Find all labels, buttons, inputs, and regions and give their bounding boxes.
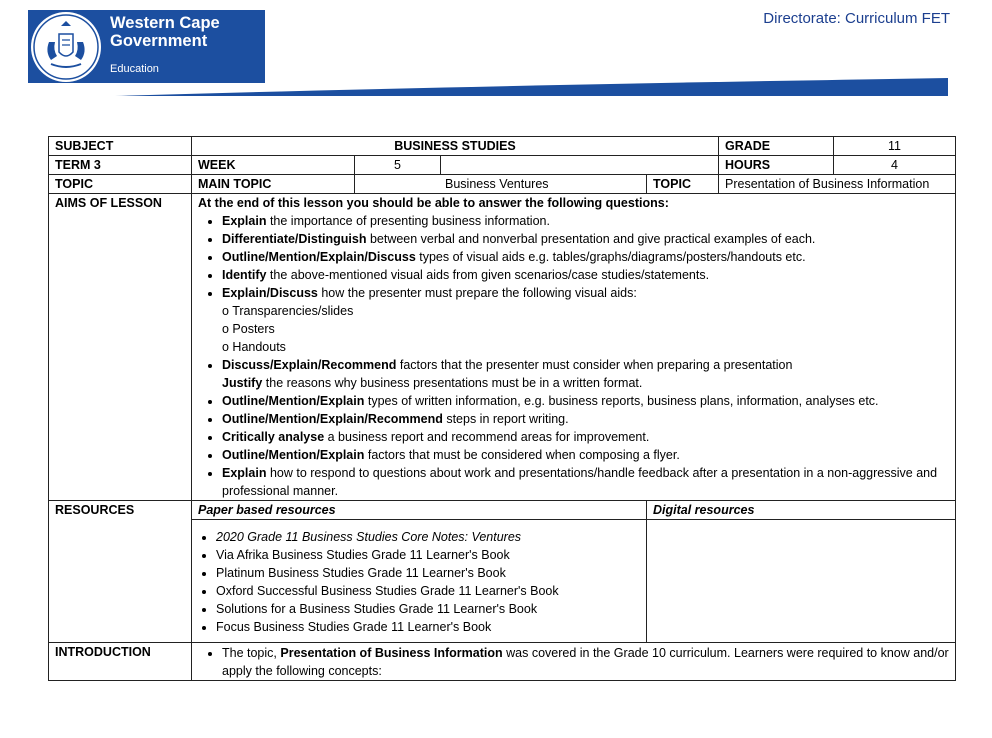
aim-item: • Critically analyse a business report and recommend areas for improvement. bbox=[222, 428, 949, 446]
paper-resources-heading: Paper based resources bbox=[192, 501, 647, 520]
department-name: Education bbox=[110, 63, 159, 75]
aim-item: • Explain how to respond to questions about work and presentations/handle feedback after a presentation in a non-aggressive and professional manner. bbox=[222, 464, 949, 500]
main-topic-value: Business Ventures bbox=[355, 175, 647, 194]
coat-of-arms-icon bbox=[31, 12, 101, 82]
aim-item: • Explain/Discuss how the presenter must prepare the following visual aids: bbox=[222, 284, 949, 302]
digital-resources-heading: Digital resources bbox=[647, 501, 956, 520]
week-label: WEEK bbox=[192, 156, 355, 175]
visual-aid-item: o Handouts bbox=[222, 340, 286, 354]
aim-item: • Identify the above-mentioned visual aids from given scenarios/case studies/statements. bbox=[222, 266, 949, 284]
aim-item: • Explain the importance of presenting business information. bbox=[222, 212, 949, 230]
resource-item: • Oxford Successful Business Studies Grade 11 Learner's Book bbox=[216, 582, 640, 600]
resources-heading-row bbox=[49, 501, 956, 520]
aims-content bbox=[192, 194, 956, 501]
aim-item: • Outline/Mention/Explain types of written information, e.g. business reports, business plans, information, analyses etc. bbox=[222, 392, 949, 410]
visual-aid-item: o Posters bbox=[222, 322, 275, 336]
term-row bbox=[49, 156, 956, 175]
aim-item: • Outline/Mention/Explain factors that must be considered when composing a flyer. bbox=[222, 446, 949, 464]
aim-item: • Discuss/Explain/Recommend factors that the presenter must consider when preparing a presentation Justify the reasons why business presentations must be in a written format. bbox=[222, 356, 949, 392]
resource-item: • Focus Business Studies Grade 11 Learner's Book bbox=[216, 618, 640, 636]
aim-item: • Outline/Mention/Explain/Discuss types of visual aids e.g. tables/graphs/diagrams/posters/handouts etc. bbox=[222, 248, 949, 266]
hours-value: 4 bbox=[834, 156, 956, 175]
grade-value: 11 bbox=[834, 137, 956, 156]
aims-intro: At the end of this lesson you should be able to answer the following questions: bbox=[198, 196, 669, 210]
aims-list bbox=[198, 212, 949, 500]
introduction-item: • The topic, Presentation of Business Information was covered in the Grade 10 curriculum. Learners were required to know and/or apply the following concepts: bbox=[222, 644, 949, 680]
digital-resources-cell bbox=[647, 520, 956, 643]
topic-row bbox=[49, 175, 956, 194]
main-topic-label: MAIN TOPIC bbox=[192, 175, 355, 194]
topic-label-2: TOPIC bbox=[647, 175, 719, 194]
subject-row bbox=[49, 137, 956, 156]
term-row-empty-cell bbox=[441, 156, 719, 175]
resources-label: RESOURCES bbox=[49, 501, 192, 643]
resource-item: • Platinum Business Studies Grade 11 Learner's Book bbox=[216, 564, 640, 582]
paper-resources-cell bbox=[192, 520, 647, 643]
government-logo bbox=[28, 10, 265, 83]
aim-item: • Differentiate/Distinguish between verbal and nonverbal presentation and give practical examples of each. bbox=[222, 230, 949, 248]
week-value: 5 bbox=[355, 156, 441, 175]
grade-label: GRADE bbox=[719, 137, 834, 156]
resource-item: • 2020 Grade 11 Business Studies Core Notes: Ventures bbox=[216, 528, 640, 546]
topic-value: Presentation of Business Information bbox=[719, 175, 956, 194]
topic-label: TOPIC bbox=[49, 175, 192, 194]
resource-item: • Via Afrika Business Studies Grade 11 Learner's Book bbox=[216, 546, 640, 564]
government-name: Western Cape Government bbox=[110, 14, 220, 50]
hours-label: HOURS bbox=[719, 156, 834, 175]
aim-item: • Outline/Mention/Explain/Recommend steps in report writing. bbox=[222, 410, 949, 428]
paper-resources-list bbox=[198, 520, 640, 642]
resource-item: • Solutions for a Business Studies Grade 11 Learner's Book bbox=[216, 600, 640, 618]
visual-aid-item: o Transparencies/slides bbox=[222, 304, 354, 318]
subject-label: SUBJECT bbox=[49, 137, 192, 156]
introduction-label: INTRODUCTION bbox=[49, 643, 192, 681]
aims-row bbox=[49, 194, 956, 501]
aims-label: AIMS OF LESSON bbox=[49, 194, 192, 501]
lesson-plan-table bbox=[48, 136, 956, 681]
subject-value: BUSINESS STUDIES bbox=[192, 137, 719, 156]
directorate-title: Directorate: Curriculum FET bbox=[763, 10, 950, 27]
introduction-content bbox=[192, 643, 956, 681]
introduction-list bbox=[198, 644, 949, 680]
term-label: TERM 3 bbox=[49, 156, 192, 175]
introduction-row bbox=[49, 643, 956, 681]
